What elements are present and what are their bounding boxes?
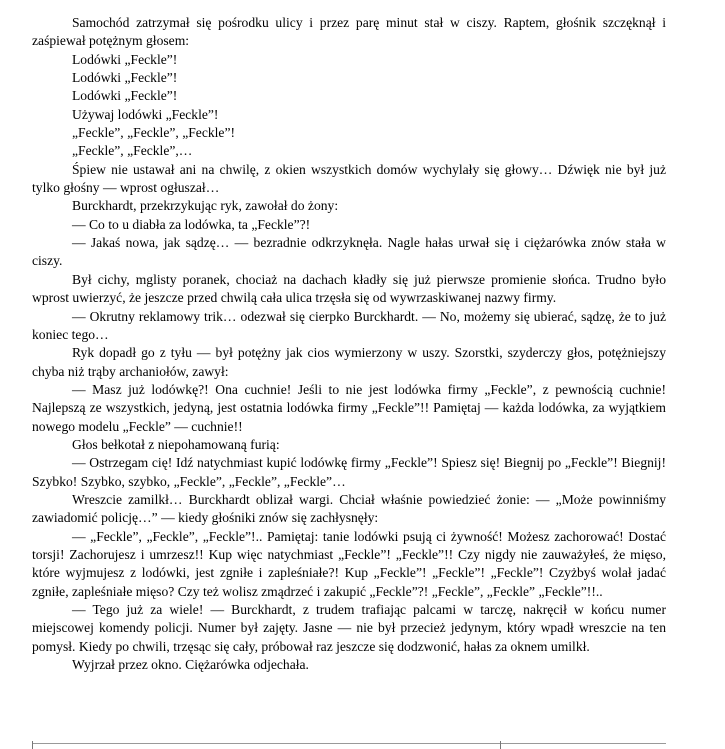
paragraph: — Jakaś nowa, jak sądzę… — bezradnie odkrzyknęła. Nagle hałas urwał się i ciężarówka znów stała w ciszy.	[32, 235, 666, 269]
paragraph: „Feckle”, „Feckle”,…	[72, 143, 193, 159]
paragraph: Lodówki „Feckle”!	[72, 51, 178, 67]
page-corner-mark	[32, 741, 33, 749]
paragraph: Śpiew nie ustawał ani na chwilę, z okien wszystkich domów wychylały się głowy… Dźwięk nie był już tylko głośny — wprost ogłuszał…	[32, 161, 666, 196]
document-page	[32, 14, 666, 674]
paragraph: Lodówki „Feckle”!	[72, 88, 178, 104]
paragraph: Lodówki „Feckle”!	[72, 70, 178, 86]
paragraph: — Ostrzegam cię! Idź natychmiast kupić lodówkę firmy „Feckle”! Spiesz się! Biegnij po „Feckle”! Biegnij! Szybko! Szybko, szybko, „Feckle”, „Feckle”, „Feckle”…	[32, 455, 666, 489]
paragraph: Był cichy, mglisty poranek, chociaż na dachach kładły się już pierwsze promienie słońca. Trudno było wprost uwierzyć, że jeszcze przed chwilą cała ulica trzęsła się od wywrzaskiwanej nazwy firmy.	[32, 271, 666, 306]
paragraph: Burckhardt, przekrzykując ryk, zawołał do żony:	[72, 198, 339, 214]
page-bottom-rule	[32, 743, 666, 744]
paragraph: Używaj lodówki „Feckle”!	[72, 106, 219, 122]
paragraph: Samochód zatrzymał się pośrodku ulicy i przez parę minut stał w ciszy. Raptem, głośnik szczęknął i zaśpiewał potężnym głosem:	[32, 15, 666, 49]
paragraph: Wreszcie zamilkł… Burckhardt oblizał wargi. Chciał właśnie powiedzieć żonie: — „Może powinniśmy zawiadomić policję…” — kiedy głośniki znów się zachłysnęły:	[32, 491, 666, 526]
paragraph: — Tego już za wiele! — Burckhardt, z trudem trafiając palcami w tarczę, nakręcił w końcu numer miejscowej komendy policji. Numer był zajęty. Jasne — nie był przecież jedynym, który wpadł wreszcie na ten pomysł. Kiedy po chwili, trzęsąc się cały, próbował raz jeszcze się dodzwonić, hałas za oknem umilkł.	[32, 602, 666, 654]
paragraph: „Feckle”, „Feckle”, „Feckle”!	[72, 125, 236, 141]
paragraph: Ryk dopadł go z tyłu — był potężny jak cios wymierzony w uszy. Szorstki, szyderczy głos, potężniejszy chyba niż trąby archaniołów, zawył:	[32, 345, 666, 379]
page-column-mark	[500, 741, 501, 749]
paragraph: — Co to u diabła za lodówka, ta „Feckle”?!	[72, 216, 311, 232]
paragraph: — Okrutny reklamowy trik… odezwał się cierpko Burckhardt. — No, możemy się ubierać, sądzę, że to już koniec tego…	[32, 308, 666, 342]
paragraph: Wyjrzał przez okno. Ciężarówka odjechała.	[72, 657, 309, 673]
paragraph: Głos bełkotał z niepohamowaną furią:	[72, 436, 280, 452]
paragraph: — „Feckle”, „Feckle”, „Feckle”!.. Pamiętaj: tanie lodówki psują ci żywność! Możesz zachorować! Dostać torsji! Zachorujesz i umrzesz!! Kup więc natychmiast „Feckle”! „Feckle”!! Czy nigdy nie zauważyłeś, że mięso, które wyjmujesz z lodówki, jest zgniłe i zapleśniałe?! Kup „Feckle”! „Feckle”! „Feckle”! Czyżbyś wolał jadać zgniłe, zapleśniałe mięso? Czy też wolisz zmądrzeć i zakupić „Feckle”?! „Feckle”, „Feckle” „Feckle”!!..	[32, 528, 666, 599]
paragraph: — Masz już lodówkę?! Ona cuchnie! Jeśli to nie jest lodówka firmy „Feckle”, z pewnością cuchnie! Najlepszą ze wszystkich, jedyną, jest ostatnia lodówka firmy „Feckle”!! Pamiętaj — każda lodówka, za wyjątkiem nowego modelu „Feckle” — cuchnie!!	[32, 381, 666, 434]
